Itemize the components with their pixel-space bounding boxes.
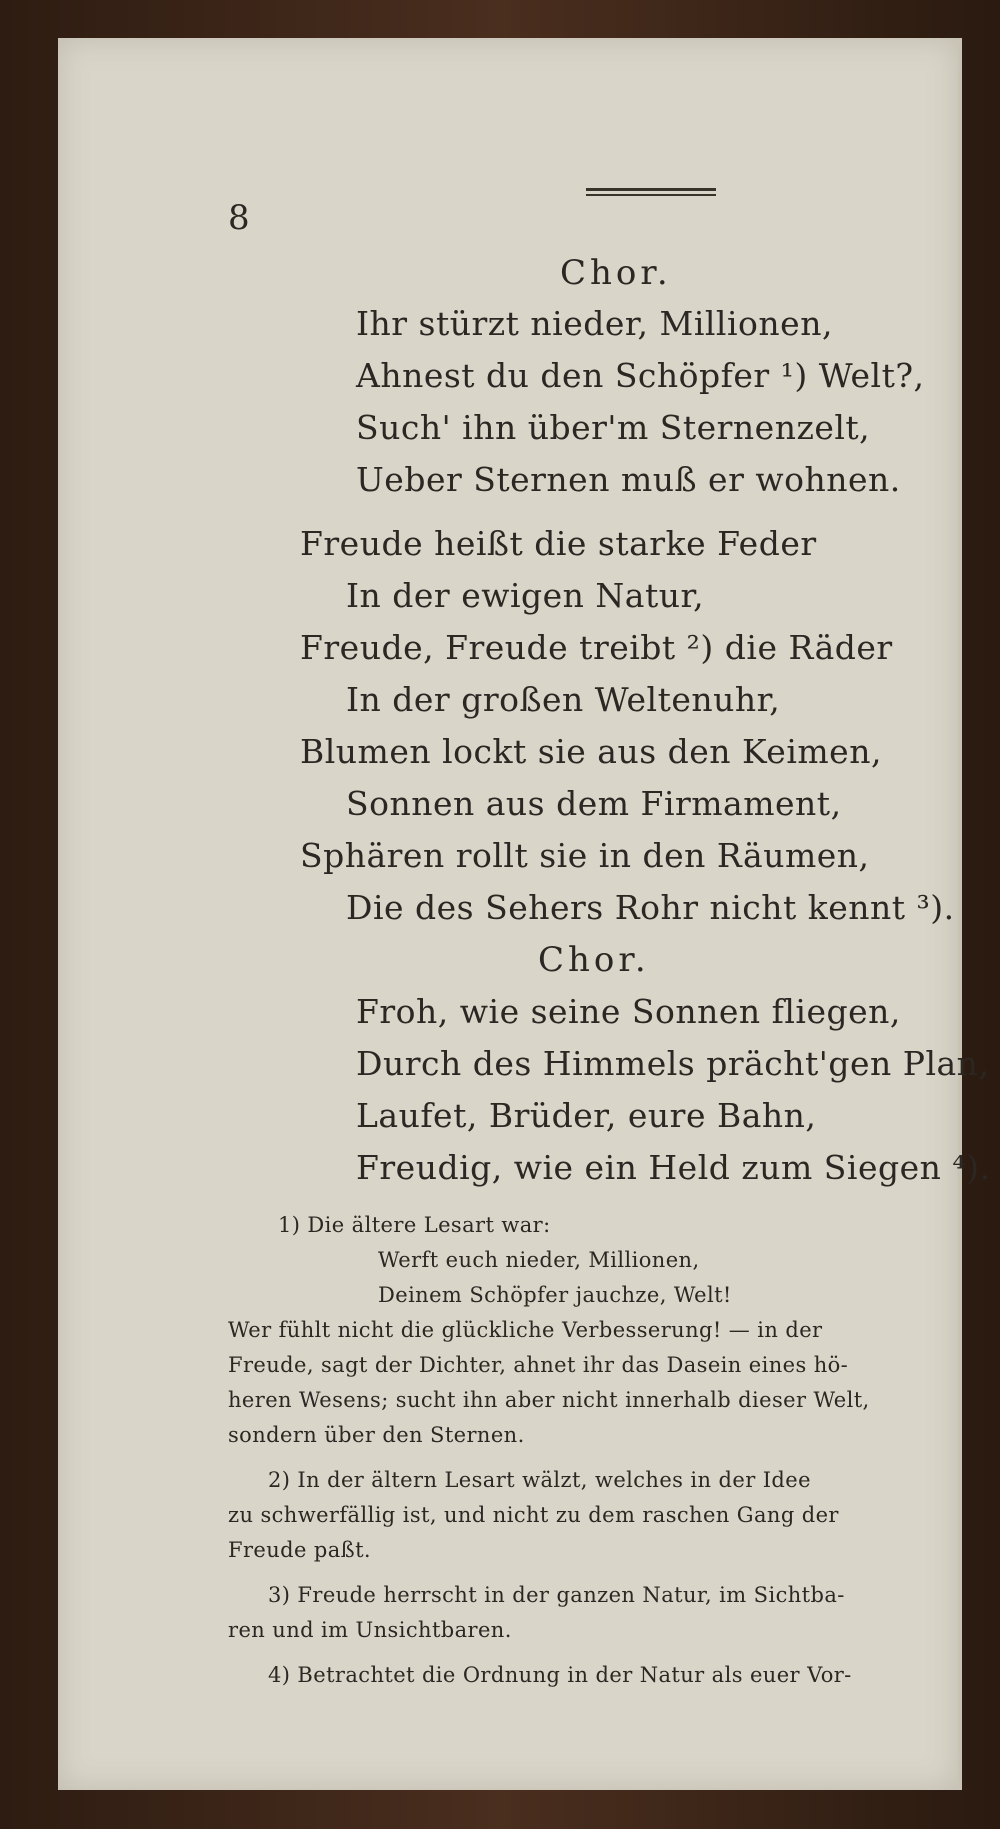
footnote-line: heren Wesens; sucht ihn aber nicht innerhalb dieser Welt, — [228, 1388, 870, 1412]
verse-line: Ahnest du den Schöpfer ¹) Welt?, — [356, 356, 925, 395]
footnote-line: Deinem Schöpfer jauchze, Welt! — [378, 1283, 732, 1307]
verse-line: Freude heißt die starke Feder — [300, 524, 817, 563]
chorus-heading: Chor. — [538, 940, 650, 980]
book-page — [58, 38, 991, 1790]
verse-line: Blumen lockt sie aus den Keimen, — [300, 732, 882, 771]
footnote-line: 4) Betrachtet die Ordnung in der Natur als euer Vor- — [268, 1663, 852, 1687]
footnote-line: 2) In der ältern Lesart wälzt, welches in der Idee — [268, 1468, 811, 1492]
footnote-line: ren und im Unsichtbaren. — [228, 1618, 512, 1642]
page-number: 8 — [228, 198, 250, 238]
verse-line: Freude, Freude treibt ²) die Räder — [300, 628, 893, 667]
footnote-line: Freude paßt. — [228, 1538, 372, 1562]
verse-line: In der großen Weltenuhr, — [346, 680, 781, 719]
verse-line: Freudig, wie ein Held zum Siegen ⁴). — [356, 1148, 991, 1187]
footnote-line: sondern über den Sternen. — [228, 1423, 525, 1447]
footnote-line: Freude, sagt der Dichter, ahnet ihr das Dasein eines hö- — [228, 1353, 849, 1377]
footnote-line: Wer fühlt nicht die glückliche Verbesserung! — in der — [228, 1318, 823, 1342]
verse-line: In der ewigen Natur, — [346, 576, 705, 615]
verse-line: Ueber Sternen muß er wohnen. — [356, 460, 901, 499]
verse-line: Such' ihn über'm Sternenzelt, — [356, 408, 871, 447]
verse-line: Sonnen aus dem Firmament, — [346, 784, 842, 823]
verse-line: Die des Sehers Rohr nicht kennt ³). — [346, 888, 955, 927]
verse-line: Ihr stürzt nieder, Millionen, — [356, 304, 833, 343]
footnote-line: zu schwerfällig ist, und nicht zu dem raschen Gang der — [228, 1503, 839, 1527]
verse-line: Sphären rollt sie in den Räumen, — [300, 836, 870, 875]
verse-line: Froh, wie seine Sonnen fliegen, — [356, 992, 901, 1031]
footnote-line: 3) Freude herrscht in der ganzen Natur, im Sichtba- — [268, 1583, 845, 1607]
footnote-line: Werft euch nieder, Millionen, — [378, 1248, 700, 1272]
header-ornament — [586, 188, 716, 196]
chorus-heading: Chor. — [560, 253, 672, 293]
verse-line: Durch des Himmels prächt'gen Plan, — [356, 1044, 990, 1083]
footnote-line: 1) Die ältere Lesart war: — [278, 1213, 551, 1237]
verse-line: Laufet, Brüder, eure Bahn, — [356, 1096, 817, 1135]
